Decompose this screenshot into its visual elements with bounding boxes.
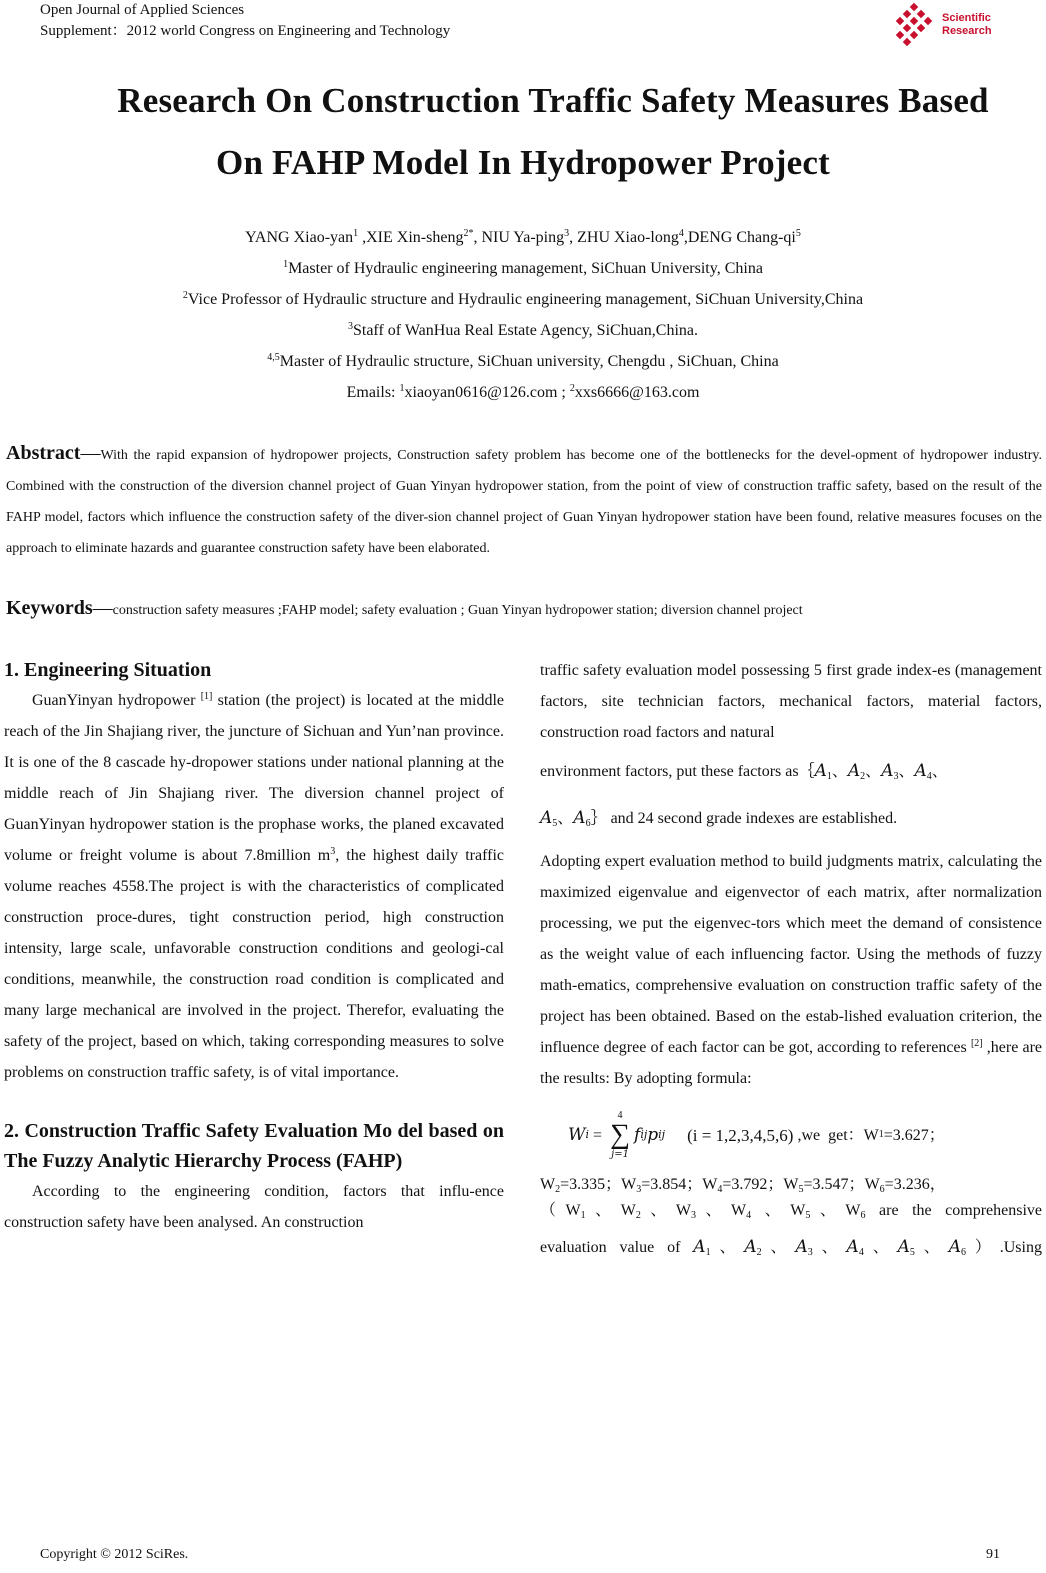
journal-supplement: Supplement：2012 world Congress on Engineering and Technology [40,23,451,39]
affiliation-2: $^2$Vice Professor of Hydraulic structure and Hydraulic engineering management, SiChuan University,China [182,290,864,308]
paper-title [0,70,1046,194]
citation-2[interactable]: [2] [970,1038,983,1049]
abstract-heading: Abstract [6,442,81,464]
journal-header [40,0,450,42]
weights-line: $W_2=3.335$；$W_3=3.854$；$W_4=3.792$；$W_5=3.547$；$W_6=3.236$， [540,1176,946,1195]
abstract-text: With the rapid expansion of hydropower projects, Construction safety problem has become one of the bottlenecks for the devel-opment of hydropower industry. Combined with the construction of the diversion channel project of Guan Yinyan hydropower station, from the point of view of construction traffic safety, based on the result of the FAHP model, factors which influence the construction safety of the diver-sion channel project of Guan Yinyan hydropower station have been found, relative measures focuses on the approach to eliminate hazards and guarantee construction safety have been elaborated. [6,448,1042,556]
abstract: Abstract—With the rapid expansion of hydropower projects, Construction safety problem has become one of the bottlenecks for the devel-opment of hydropower industry. Combined with the construction of the diversion channel project of Guan Yinyan hydropower station, from the point of view of construction traffic safety, based on the result of the FAHP model, factors which influence the construction safety of the diver-sion channel project of Guan Yinyan hydropower station have been found, relative measures focuses on the approach to eliminate hazards and guarantee construction safety have been elaborated. [6,442,1042,556]
publisher-logo [892,2,1012,48]
email-1[interactable]: xiaoyan0616@126.com ; [404,384,570,401]
affiliation-1: $^1$Master of Hydraulic engineering management, SiChuan University, China [283,259,763,277]
email-2[interactable]: xxs6666@163.com [574,384,700,401]
citation-1[interactable]: [1] [200,691,213,702]
section-1-paragraph: GuanYinyan hydropower [1] station (the project) is located at the middle reach of the Jin Shajiang river, the juncture of Sichuan and Yun’nan province. It is one of the 8 cascade hy-dropower stations under national planning at the middle reach of Jin Shajiang river. The diversion channel project of GuanYinyan hydropower station is the prophase works, the planed excavated volume or freight volume is about 7.8million $m^3$, the highest daily traffic volume reaches 4558.The project is with the characteristics of complicated construction proce-dures, tight construction period, high construction intensity, large scale, unfavorable construction conditions and geologi-cal conditions, meanwhile, the construction road condition is complicated and many large mechanical are involved in the project. Therefor, evaluating the safety of the project, based on which, taking corresponding measures to solve problems on construction traffic safety, is of vital importance. [4,691,505,1081]
title-line-2: On FAHP Model In Hydropower Project [216,143,830,182]
evaluation-line: evaluation value of $A_1$、$A_2$、$A_3$、$A_4$、$A_5$、$A_6).Using$ [540,1237,1042,1258]
journal-name: Open Journal of Applied Sciences [40,2,245,18]
affiliation-4: $^{4,5}$Master of Hydraulic structure, SiChuan university, Chengdu , SiChuan, China [267,352,779,370]
factor-set-line-2: $A_5$、$A_6\}$ and 24 second grade indexes are established. [540,808,898,829]
keywords-heading: Keywords [6,597,93,619]
scientific-research-diamond-logo-icon [892,2,938,48]
weight-formula: W i = 4 ∑ j=1 f ij p ij (i = 1,2,3,4,5,6) ,we get：W 1 =3.627； [568,1110,945,1160]
right-column [540,655,1042,1263]
affiliation-3: $^3$Staff of WanHua Real Estate Agency, SiChuan,China. [347,321,698,339]
title-line-1: Research On Construction Traffic Safety Measures Based [117,81,989,120]
emails: Emails: $^1$xiaoyan0616@126.com ; $^2$xxs6666@163.com [346,383,700,401]
section-2-paragraph: According to the engineering condition, factors that influ-ence construction safety have been analysed. An construction [4,1183,504,1231]
factor-set-line: environment factors, put these factors $as\{A_1$、$A_2$、$A_3$、$A_4$、 [540,761,948,782]
left-column [4,655,504,1238]
keywords-text: construction safety measures ;FAHP model; safety evaluation ; Guan Yinyan hydropower station; diversion channel project [112,603,803,618]
author-list: YANG Xiao-yan$^1$ ,XIE Xin-sheng$^{2*}$, NIU Ya-ping$^3$, ZHU Xiao-long$^4$,DENG Chang-$qi^5$ [245,228,801,246]
author-block [0,222,1046,408]
page-number: 91 [986,1547,1000,1562]
copyright-notice: Copyright © 2012 SciRes. [40,1547,189,1562]
weights-description: （$W_1$、$W_2$、$W_3$、$W_4$ 、$W_5$、$W_6$ are the comprehensive [540,1202,1043,1221]
right-paragraph-1: traffic safety evaluation model possessing 5 first grade index-es (management factors, site technician factors, mechanical factors, material factors, construction road factors and natural environment factors, put these factors $as\{A_1$、$A_2$、$A_3$、$A_4$、 $A_5$、$A_6\}$ and 24 second grade indexes are established. [540,655,1042,834]
section-1-heading: 1. Engineering Situation [4,659,212,681]
logo-wordmark: Scientific Research [942,12,992,37]
section-2-heading: 2. Construction Traffic Safety Evaluation Mo del based on The Fuzzy Analytic Hierarchy Process (FAHP) [4,1120,504,1172]
summation-symbol: 4 ∑ j=1 [610,1110,631,1160]
keywords: Keywords—construction safety measures ;FAHP model; safety evaluation ; Guan Yinyan hydropower station; diversion channel project [6,597,803,619]
right-paragraph-2: Adopting expert evaluation method to build judgments matrix, calculating the maximized eigenvalue and eigenvector of each matrix, after normalization processing, we put the eigenvec-tors which meet the demand of consistence as the weight value of each influencing factor. Using the methods of fuzzy math-ematics, comprehensive evaluation on construction traffic safety of the project has been obtained. Based on the estab-lished evaluation criterion, the influence degree of each factor can be got, according to references [2] ,here are the results: By adopting formula: [540,853,1043,1087]
